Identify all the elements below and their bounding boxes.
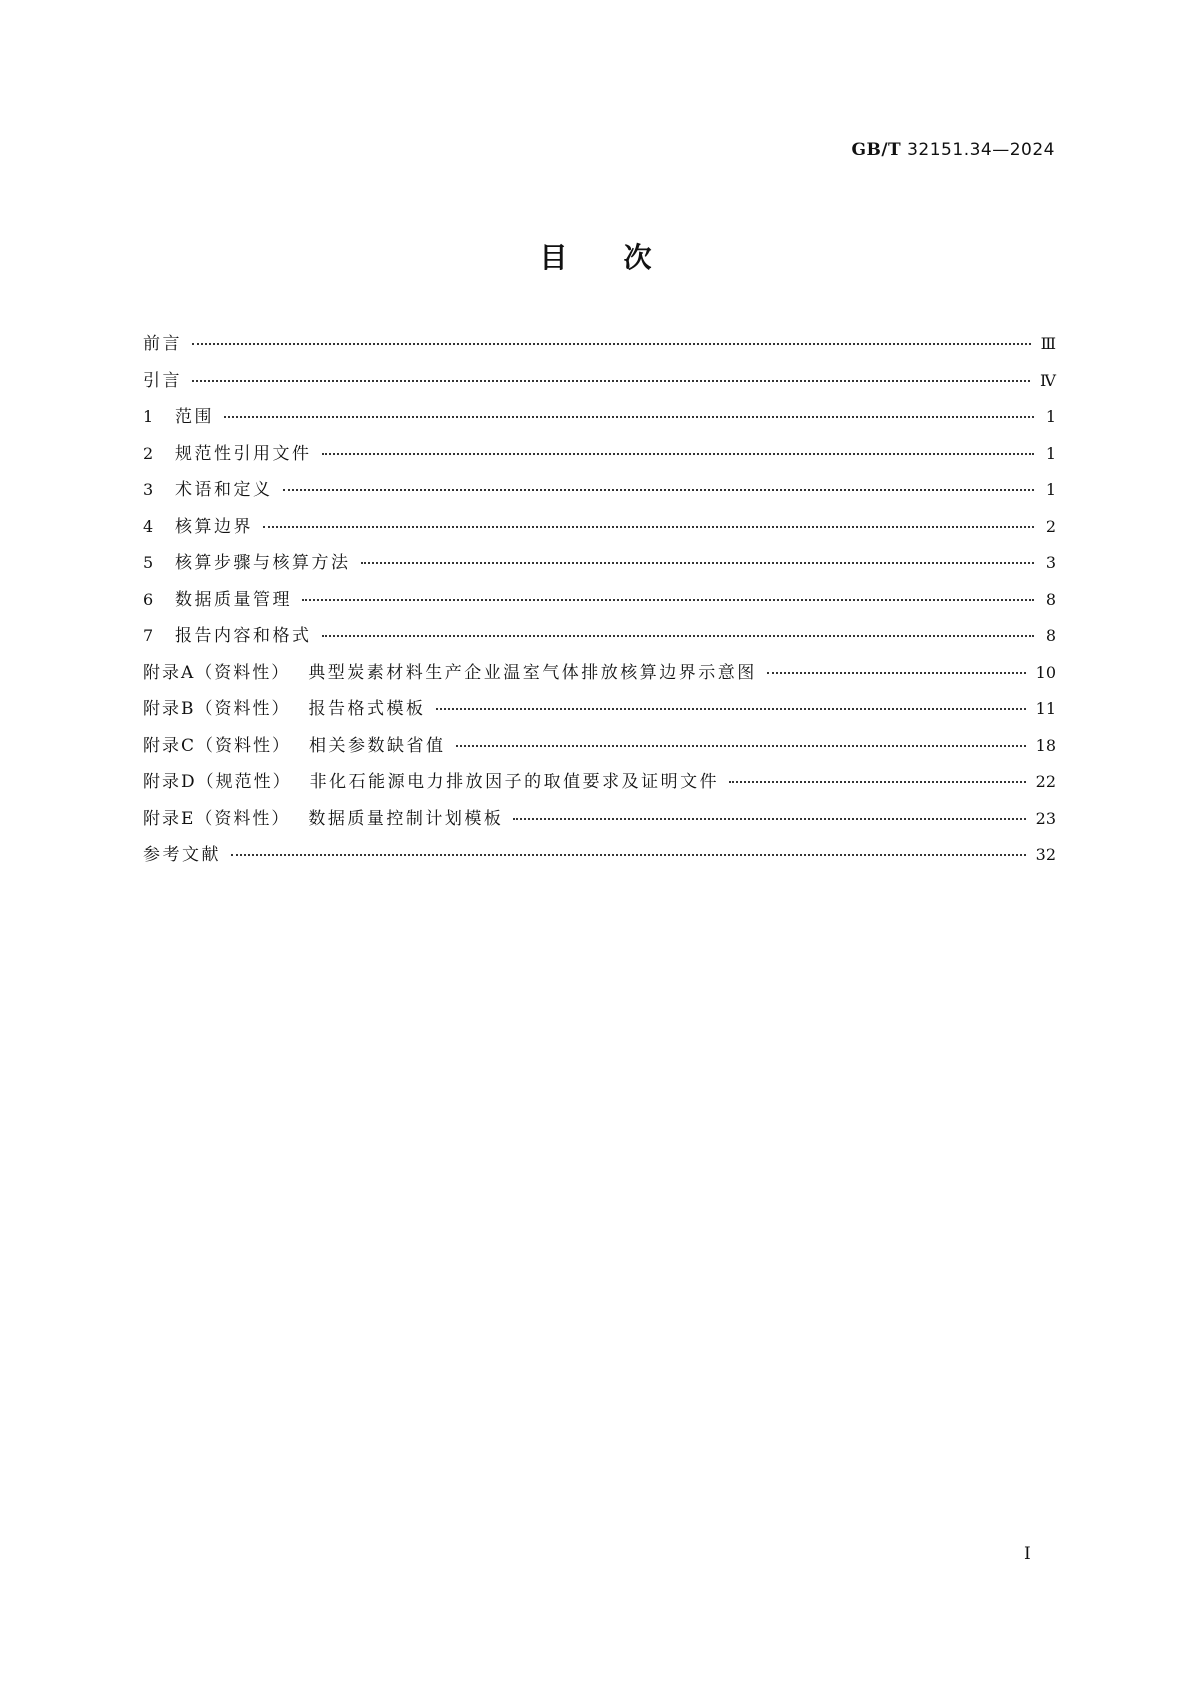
toc-entry-label: 引言 xyxy=(143,370,182,391)
toc-appendix-entry[interactable] xyxy=(143,736,1056,773)
toc-entry-label: 相关参数缺省值 xyxy=(309,735,446,756)
toc-entry[interactable] xyxy=(143,407,1056,444)
dot-leader xyxy=(192,343,1031,345)
dot-leader xyxy=(767,672,1026,674)
toc-entry-label: 报告格式模板 xyxy=(308,699,426,719)
toc-entry-page: Ⅲ xyxy=(1040,334,1056,353)
dot-leader xyxy=(302,599,1034,601)
toc-entry-label: 典型炭素材料生产企业温室气体排放核算边界示意图 xyxy=(308,662,757,683)
toc-entry[interactable] xyxy=(143,553,1056,590)
toc-entry-label: 前言 xyxy=(143,334,182,354)
toc-entry-page: 1 xyxy=(1045,443,1056,463)
toc-appendix-entry[interactable] xyxy=(143,772,1056,809)
toc-appendix-head: 附录C（资料性） xyxy=(143,735,292,756)
toc-entry-number: 1 xyxy=(143,407,154,426)
toc-appendix-head: 附录D（规范性） xyxy=(143,772,292,792)
toc-entry-label: 数据质量控制计划模板 xyxy=(308,808,504,829)
toc-entry[interactable] xyxy=(143,480,1056,517)
toc-entry-label: 参考文献 xyxy=(143,845,221,865)
toc-entry-page: 8 xyxy=(1045,626,1056,645)
dot-leader xyxy=(322,453,1035,455)
toc-entry-label: 核算边界 xyxy=(175,516,253,537)
toc-entry[interactable] xyxy=(143,334,1056,371)
dot-leader xyxy=(361,562,1035,564)
toc-entry[interactable] xyxy=(143,371,1056,408)
dot-leader xyxy=(224,416,1034,418)
page-title: 目次 xyxy=(539,241,708,274)
dot-leader xyxy=(231,854,1026,856)
toc-entry-label: 报告内容和格式 xyxy=(175,626,312,646)
toc-entry-page: 32 xyxy=(1035,845,1056,864)
toc-entry-page: Ⅳ xyxy=(1040,370,1056,390)
toc-entry-number: 3 xyxy=(143,480,154,499)
toc-entry-number: 4 xyxy=(143,516,154,536)
toc-entry-page: 1 xyxy=(1045,407,1056,426)
toc-entry-references[interactable] xyxy=(143,845,1056,882)
toc-entry-label: 数据质量管理 xyxy=(175,589,292,610)
toc-entry[interactable] xyxy=(143,517,1056,554)
toc-entry-label: 术语和定义 xyxy=(175,480,273,500)
toc-entry-page: 3 xyxy=(1045,553,1056,572)
toc-entry-page: 8 xyxy=(1045,589,1056,609)
toc-appendix-entry[interactable] xyxy=(143,809,1056,846)
toc-entry-number: 6 xyxy=(143,589,154,609)
toc-entry-page: 10 xyxy=(1035,662,1056,682)
standard-number: 32151.34—2024 xyxy=(907,140,1055,160)
toc-appendix-head: 附录E（资料性） xyxy=(143,808,291,829)
toc-appendix-head: 附录B（资料性） xyxy=(143,699,291,719)
toc-entry-page: 11 xyxy=(1035,699,1056,718)
toc-entry-page: 18 xyxy=(1035,735,1056,755)
table-of-contents xyxy=(143,334,1056,882)
toc-entry-label: 非化石能源电力排放因子的取值要求及证明文件 xyxy=(309,772,720,792)
toc-entry-label: 规范性引用文件 xyxy=(175,443,312,464)
dot-leader xyxy=(263,526,1034,528)
toc-entry-page: 23 xyxy=(1035,808,1056,828)
toc-entry[interactable] xyxy=(143,590,1056,627)
dot-leader xyxy=(456,745,1026,747)
toc-entry-number: 2 xyxy=(143,443,154,463)
toc-entry-number: 5 xyxy=(143,553,154,572)
dot-leader xyxy=(513,818,1025,820)
toc-entry-label: 核算步骤与核算方法 xyxy=(175,553,351,573)
toc-appendix-head: 附录A（资料性） xyxy=(143,662,291,683)
page-number: Ⅰ xyxy=(1024,1544,1031,1564)
toc-entry[interactable] xyxy=(143,444,1056,481)
dot-leader xyxy=(322,635,1035,637)
toc-appendix-entry[interactable] xyxy=(143,699,1056,736)
dot-leader xyxy=(283,489,1035,491)
dot-leader xyxy=(729,781,1026,783)
toc-appendix-entry[interactable] xyxy=(143,663,1056,700)
toc-entry-page: 2 xyxy=(1045,516,1056,536)
toc-entry-number: 7 xyxy=(143,626,154,645)
dot-leader xyxy=(436,708,1026,710)
toc-entry[interactable] xyxy=(143,626,1056,663)
toc-entry-page: 22 xyxy=(1035,772,1056,791)
toc-entry-page: 1 xyxy=(1045,480,1056,499)
standard-code xyxy=(851,140,1055,160)
standard-prefix: GB/T xyxy=(851,140,902,160)
dot-leader xyxy=(192,380,1030,382)
toc-entry-label: 范围 xyxy=(175,407,214,427)
